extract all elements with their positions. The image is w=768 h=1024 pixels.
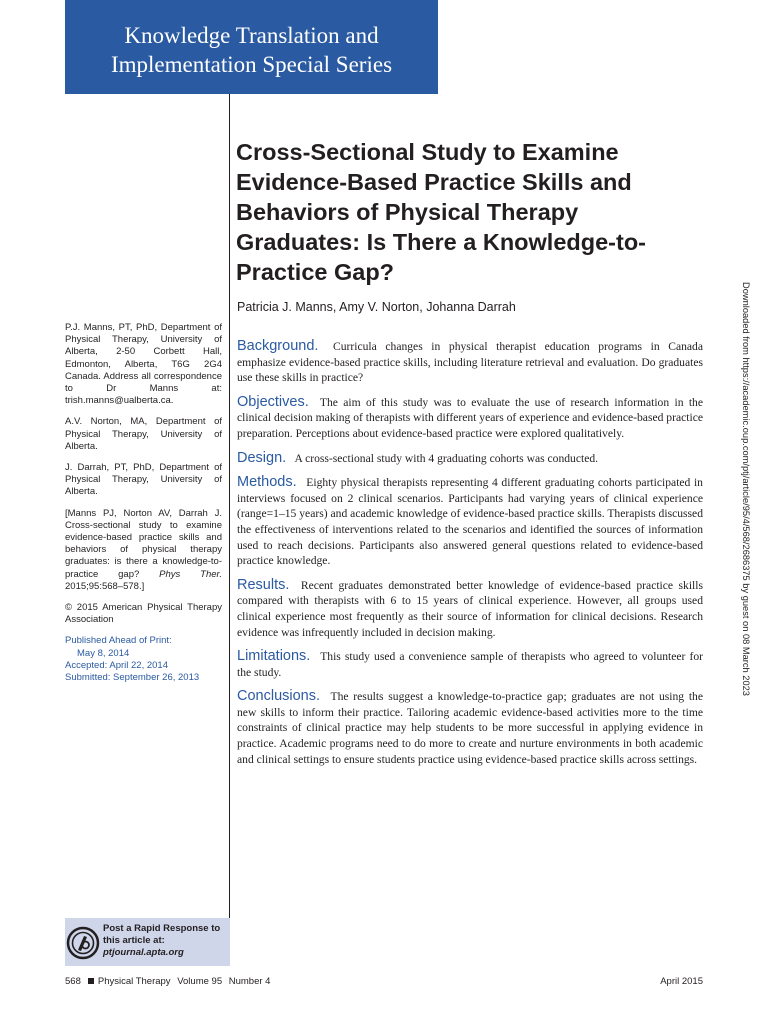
rapid-response-box[interactable] (65, 918, 230, 966)
abstract-methods (237, 475, 703, 569)
section-heading: Methods. (237, 474, 297, 491)
section-text: Curricula changes in physical therapist education programs in Canada emphasize evidence-based practice skills, including literature retrieval and evaluation. Do graduates use these skills in practice? (237, 340, 703, 385)
section-text: The aim of this study was to evaluate the use of research information in the clinical decision making of therapists with different years of experience and evidence-based practice preparation. Perceptions about evidence-based practice were explored qualitatively. (237, 395, 703, 440)
published-date: May 8, 2014 (77, 647, 130, 659)
issue-date: April 2015 (660, 976, 703, 987)
article-sidebar (65, 322, 222, 684)
citation (65, 508, 222, 593)
published-label: Published Ahead of Print: (65, 635, 172, 647)
abstract (237, 339, 703, 776)
section-heading: Results. (237, 576, 290, 593)
section-text: Recent graduates demonstrated better knowledge of evidence-based practice skills compared with therapists with 6 to 15 years of clinical experience. However, all groups used clinical experience most frequently as their source of information for clinical decisions. Research evidence was infrequently included in decision making. (237, 578, 704, 639)
article-authors: Patricia J. Manns, Amy V. Norton, Johanna Darrah (237, 300, 516, 314)
page-number: 568 (65, 976, 81, 987)
copyright: © 2015 American Physical Therapy Association (65, 602, 222, 626)
section-text: This study used a convenience sample of therapists who agreed to volunteer for the study. (237, 650, 703, 679)
abstract-results (237, 578, 703, 640)
series-banner-line1: Knowledge Translation and (124, 23, 379, 48)
download-note-text: Downloaded from https://academic.oup.com/ptj/article/95/4/568/2686375 by guest on 08 March 2023 (741, 282, 751, 696)
title-line: Cross-Sectional Study to Examine (236, 139, 619, 165)
citation-journal: Phys Ther. (159, 568, 222, 580)
section-text: The results suggest a knowledge-to-practice gap; graduates are not using the new skills to inform their practice. Tailoring academic evidence-based activities more to the time constraints of clinical practice may help students to be more successful in applying evidence in practice. Academic programs need to do more to create and nurture environments in both academic and clinical settings to ensure students practice using evidence-based practice skills across settings. (237, 690, 703, 766)
series-banner (65, 0, 438, 94)
rapid-response-line1: Post a Rapid Response to (103, 923, 221, 934)
abstract-conclusions (237, 689, 703, 767)
abstract-design (237, 451, 703, 467)
square-bullet-icon (88, 978, 94, 984)
title-line: Behaviors of Physical Therapy (236, 199, 579, 225)
section-heading: Objectives. (237, 393, 309, 410)
section-heading: Limitations. (237, 648, 311, 665)
title-line: Evidence-Based Practice Skills and (236, 169, 632, 195)
title-line: Graduates: Is There a Knowledge-to- (236, 229, 647, 255)
affiliation-darrah: J. Darrah, PT, PhD, Department of Physical Therapy, University of Alberta. (65, 462, 222, 498)
title-line: Practice Gap? (236, 259, 395, 285)
section-heading: Conclusions. (237, 688, 321, 705)
download-note (739, 282, 751, 752)
series-banner-line2: Implementation Special Series (110, 52, 393, 77)
accepted-date: Accepted: April 22, 2014 (65, 659, 168, 671)
rapid-response-link[interactable]: ptjournal.apta.org (103, 947, 184, 958)
section-text: Eighty physical therapists representing 4 different graduating cohorts participated in interviews focused on 2 clinical scenarios. Participants had varying years of clinical experience (range=1–15 years) and academic knowledge of evidence-based practice skills. Therapists discussed the effectiveness of interventions related to the scenarios and identified the sources of information used to reach decisions. Participants also answered general questions related to evidence-based practice knowledge. (237, 476, 703, 568)
rapid-response-line2: this article at: (103, 935, 165, 946)
submitted-date: Submitted: September 26, 2013 (65, 672, 200, 684)
abstract-limitations (237, 649, 703, 680)
page-footer (65, 976, 703, 987)
rapid-response-text (103, 923, 228, 959)
section-heading: Background. (237, 338, 319, 354)
journal-name: Physical Therapy (97, 976, 171, 987)
section-heading: Design. (237, 449, 287, 466)
affiliation-norton: A.V. Norton, MA, Department of Physical Therapy, University of Alberta. (65, 416, 222, 452)
footer-left (65, 976, 703, 987)
journal-number: Number 4 (228, 976, 271, 987)
article-title (236, 137, 696, 287)
section-text: A cross-sectional study with 4 graduating cohorts was conducted. (294, 451, 599, 465)
column-divider (229, 94, 230, 918)
citation-ref: 2015;95:568–578.] (65, 580, 145, 592)
journal-volume: Volume 95 (177, 976, 223, 987)
citation-text: [Manns PJ, Norton AV, Darrah J. Cross-sectional study to examine evidence-based practice skills and behaviors of physical therapy graduates: is there a knowledge-to-practice gap? (65, 507, 222, 580)
abstract-objectives (237, 395, 703, 442)
affiliation-manns: P.J. Manns, PT, PhD, Department of Physical Therapy, University of Alberta, 2-50 Corbett Hall, Edmonton, Alberta, T6G 2G4 Canada. Address all correspondence to Dr Manns at: trish.manns@ualberta.ca. (65, 322, 222, 407)
abstract-background (237, 339, 703, 386)
rapid-response-icon (66, 926, 100, 960)
